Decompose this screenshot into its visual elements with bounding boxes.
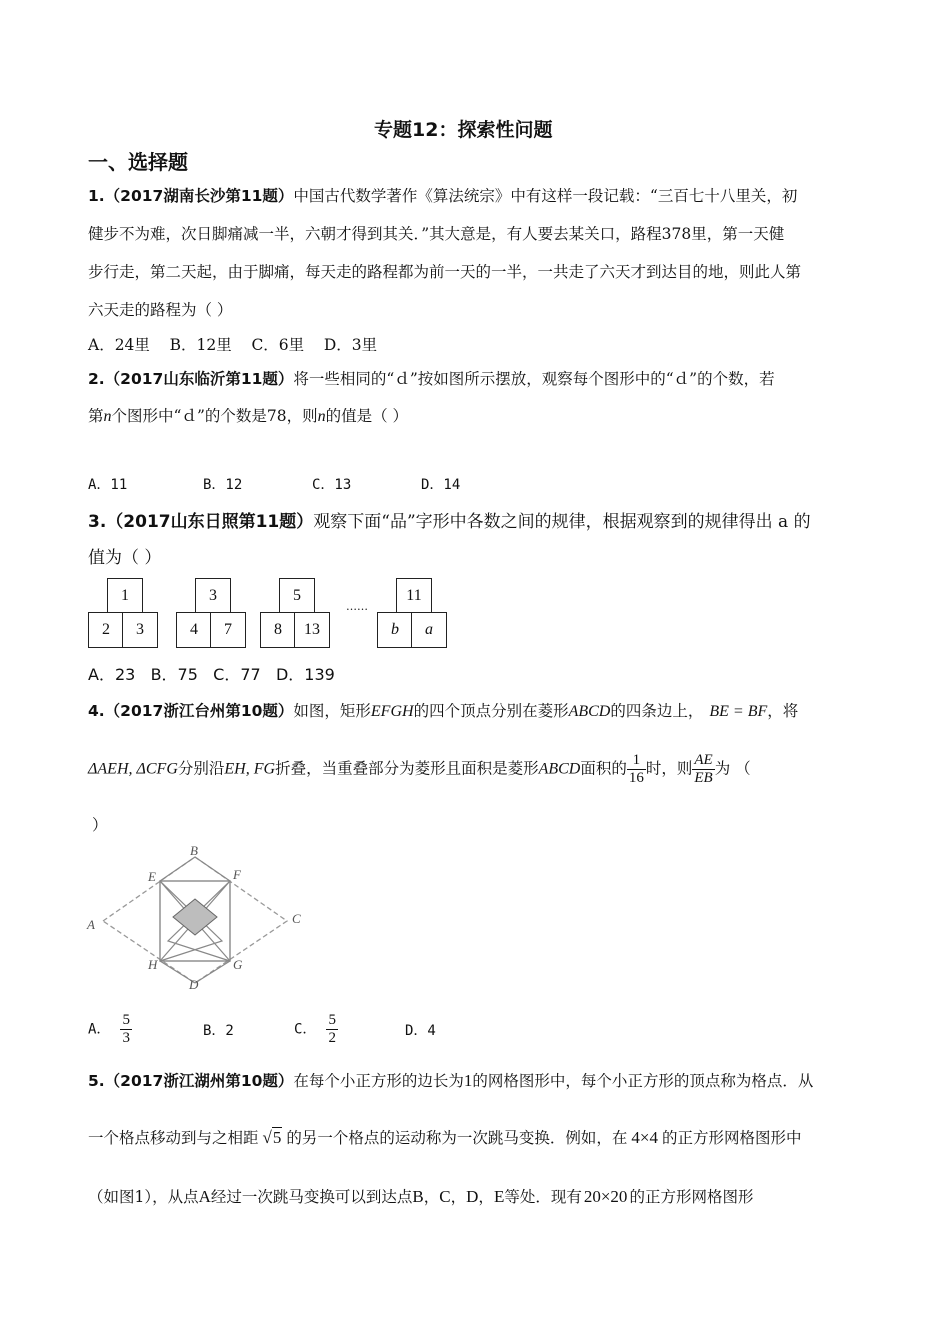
q2-option-d: D．14 (421, 477, 461, 493)
pin-right: 13 (294, 612, 330, 648)
fraction-1-16 (627, 752, 646, 787)
frac-den: EB (694, 770, 713, 786)
question-4-line-1 (88, 699, 798, 721)
frac-den: 2 (328, 1030, 336, 1046)
frac-num: 5 (122, 1012, 130, 1028)
q2-text-c: 的值是（ ） (325, 407, 409, 425)
page-title: 专题12：探索性问题 (374, 119, 553, 141)
q2-option-c: C．13 (312, 477, 352, 493)
number-one: 1 (463, 1071, 473, 1090)
q5-text-2c: 的正方形网格图形中 (661, 1129, 802, 1147)
q4-text-2c: 面积的 (580, 759, 627, 778)
pin-right: 3 (122, 612, 158, 648)
section-heading: 一、选择题 (88, 150, 188, 174)
q4-text-a: 如图，矩形 (293, 702, 371, 720)
pin-top: 11 (396, 578, 432, 614)
question-1-text-1: 中国古代数学著作《算法统宗》中有这样一段记载：“三百七十八里关，初 (293, 187, 798, 205)
q4-option-c (294, 1012, 338, 1047)
label-d: D (189, 977, 199, 991)
q2-option-a: A．11 (88, 477, 128, 493)
pin-top: 3 (195, 578, 231, 614)
q5-text-3b: 经过一次跳马变换可以到达点 (210, 1188, 413, 1206)
pin-left: 2 (88, 612, 124, 648)
edge-be (160, 857, 195, 881)
frac-num: 5 (328, 1012, 336, 1028)
pin-left: b (377, 612, 413, 648)
q4-text-c: 的四条边上， (610, 702, 704, 720)
question-5-tag: 5.（2017浙江湖州第10题） (88, 1072, 294, 1090)
point-b: B (412, 1187, 424, 1206)
fraction-5-2 (326, 1012, 338, 1047)
q5-text-2b: 的另一个格点的运动称为一次跳马变换．例如，在 (286, 1129, 628, 1147)
question-3-line-1 (88, 507, 811, 532)
question-1-line-4: 六天走的路程为（ ） (88, 301, 233, 319)
question-2-tag: 2.（2017山东临沂第11题） (88, 370, 294, 388)
frac-num: 1 (627, 752, 646, 770)
point-c: C (439, 1187, 451, 1206)
label-e: E (148, 869, 156, 884)
point-d: D (466, 1187, 479, 1206)
q2-text-b: 个图形中“ｄ”的个数是78，则 (111, 407, 318, 425)
question-1-line-3: 步行走，第二天起，由于脚痛，每天走的路程都为前一天的一半，一共走了六天才到达目的地，则此人第 (88, 263, 802, 281)
fold-lines: EH, FG (224, 760, 276, 778)
label-c: C (292, 911, 301, 926)
question-4-line-2 (88, 752, 751, 787)
q5-text-3a: （如图1），从点 (88, 1188, 199, 1206)
pin-top: 5 (279, 578, 315, 614)
label-a: A (87, 917, 95, 932)
comma: ， (423, 1188, 440, 1206)
q2-option-b: B．12 (203, 477, 243, 493)
question-5-line-2 (88, 1126, 801, 1148)
point-a: A (198, 1187, 211, 1206)
question-3-options: A．23 B．75 C．77 D．139 (88, 665, 335, 684)
label-b: B (190, 843, 198, 858)
q4-option-d: D．4 (405, 1023, 436, 1039)
rhombus-abcd: ABCD (538, 760, 581, 778)
label-f: F (233, 867, 241, 882)
q4-text-b: 的四个顶点分别在菱形 (413, 702, 569, 720)
opt-letter: A． (88, 1021, 111, 1038)
q5-text-3d: 的正方形网格图形 (629, 1188, 754, 1206)
point-e: E (493, 1187, 505, 1206)
q4-text-2d: 时，则 (645, 759, 693, 778)
sqrt-5: √5 (262, 1128, 282, 1147)
q2-text-a: 第 (88, 407, 104, 425)
q4-text-2e: 为 （ (714, 759, 751, 778)
question-4-tag: 4.（2017浙江台州第10题） (88, 702, 294, 720)
grid-20x20: 20×20 (583, 1187, 628, 1206)
fraction-5-3 (120, 1012, 132, 1047)
frac-den: 16 (628, 770, 644, 786)
be-equals-bf: BE = BF (709, 703, 768, 720)
question-4-line-3: ） (92, 816, 108, 834)
question-2-line-1 (88, 367, 775, 389)
ellipsis: …… (346, 600, 368, 613)
question-3-text-1: 观察下面“品”字形中各数之间的规律，根据观察到的规律得出 a 的 (313, 512, 811, 532)
triangles: ΔAEH, ΔCFG (88, 760, 178, 778)
q5-text-a: 在每个小正方形的边长为 (293, 1072, 464, 1090)
question-1-line-1 (88, 184, 797, 206)
rhombus-diagram (85, 843, 315, 991)
question-1-tag: 1.（2017湖南长沙第11题） (88, 187, 294, 205)
frac-num: AE (694, 752, 713, 768)
variable-n: n (103, 408, 112, 425)
edge-bf (195, 857, 230, 881)
rhombus-abcd: ABCD (568, 703, 611, 720)
fraction-ae-eb (692, 752, 714, 787)
pin-left: 4 (176, 612, 212, 648)
frac-den: 3 (122, 1030, 130, 1046)
variable-n: n (317, 408, 326, 425)
label-g: G (233, 957, 243, 972)
question-1-options: A．24里 B．12里 C．6里 D．3里 (88, 336, 378, 354)
q4-text-d: ，将 (767, 702, 799, 720)
opt-letter: C． (294, 1021, 317, 1038)
q4-option-b: B．2 (203, 1023, 234, 1039)
radicand: 5 (272, 1128, 282, 1147)
q5-text-3c: 等处．现有 (504, 1188, 582, 1206)
pin-left: 8 (260, 612, 296, 648)
edge-dg (195, 961, 230, 983)
rect-efgh: EFGH (370, 703, 414, 720)
question-3-line-2: 值为（ ） (88, 548, 162, 568)
q5-text-b: 的网格图形中，每个小正方形的顶点称为格点．从 (472, 1072, 814, 1090)
question-2-text-1: 将一些相同的“ｄ”按如图所示摆放，观察每个图形中的“ｄ”的个数，若 (293, 370, 775, 388)
question-3-tag: 3.（2017山东日照第11题） (88, 512, 314, 532)
comma: ， (450, 1188, 467, 1206)
question-5-line-3 (88, 1185, 753, 1207)
question-5-line-1 (88, 1069, 813, 1091)
grid-4x4: 4×4 (631, 1128, 658, 1147)
question-2-line-2 (88, 404, 408, 426)
q5-text-2a: 一个格点移动到与之相距 (88, 1129, 259, 1147)
q4-text-2b: 折叠，当重叠部分为菱形且面积是菱形 (275, 759, 539, 778)
question-1-line-2: 健步不为难，次日脚痛减一半，六朝才得到其关．”其大意是，有人要去某关口，路程378里，第一天健 (88, 225, 785, 243)
pin-right: a (411, 612, 447, 648)
comma: ， (478, 1188, 494, 1206)
label-h: H (148, 957, 158, 972)
q4-option-a (88, 1012, 132, 1047)
pin-right: 7 (210, 612, 246, 648)
pin-top: 1 (107, 578, 143, 614)
q4-text-2a: 分别沿 (177, 759, 225, 778)
